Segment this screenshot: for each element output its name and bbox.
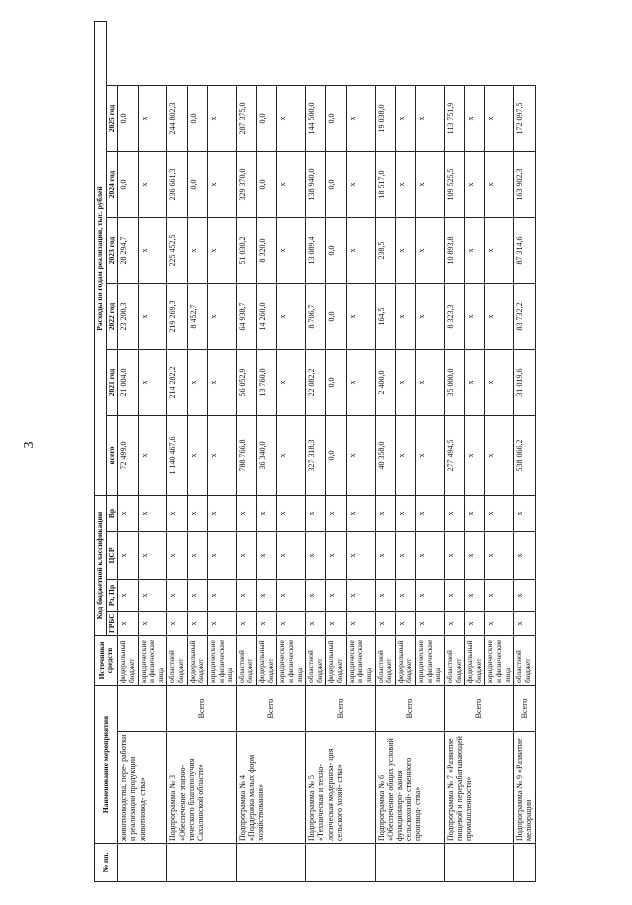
cell-2024: 138 940,0	[306, 151, 326, 217]
cell-grbs: х	[346, 611, 375, 635]
funding-source: областной бюджет	[167, 635, 187, 685]
cell-2025: 144 500,0	[306, 85, 326, 151]
cell-csr: х	[375, 531, 395, 579]
table-row	[514, 21, 535, 881]
cell-2024: 163 902,3	[514, 151, 535, 217]
cell-vr: х	[375, 495, 395, 531]
cell-2024: 0,0	[326, 151, 346, 217]
funding-source: юридические и физические лица	[207, 635, 236, 685]
cell-2022: 0,0	[326, 283, 346, 349]
cell-total: х	[187, 415, 207, 495]
cell-2021: 56 052,9	[236, 349, 256, 415]
cell-2025: х	[465, 85, 485, 151]
cell-2024: 236 661,3	[167, 151, 187, 217]
cell-csr: х	[465, 531, 485, 579]
header-sources: Источники средств	[95, 635, 118, 685]
cell-total: х	[207, 415, 236, 495]
cell-2023: х	[485, 217, 514, 283]
funding-source: федеральный бюджет	[326, 635, 346, 685]
cell-total: 327 318,3	[306, 415, 326, 495]
cell-2022: 8 452,7	[187, 283, 207, 349]
cell-csr: х	[346, 531, 375, 579]
cell-csr: х	[138, 531, 167, 579]
cell-2021: х	[138, 349, 167, 415]
cell-2023: х	[207, 217, 236, 283]
cell-2022: 8 706,7	[306, 283, 326, 349]
cell-vr: х	[485, 495, 514, 531]
cell-2023: х	[277, 217, 306, 283]
table-row	[167, 21, 187, 881]
row-number	[167, 844, 236, 882]
cell-grbs: х	[257, 611, 277, 635]
total-label: Всего	[236, 685, 305, 731]
cell-2021: х	[395, 349, 415, 415]
cell-2023: 13 089,4	[306, 217, 326, 283]
cell-total: х	[346, 415, 375, 495]
cell-total: 538 066,2	[514, 415, 535, 495]
cell-rzpr: х	[465, 579, 485, 611]
measure-name: Подпрограмма № 3 «Обеспечение эпизоо- тического благополучия Сахалинской области»	[167, 732, 236, 844]
cell-grbs: х	[236, 611, 256, 635]
cell-2021: х	[346, 349, 375, 415]
funding-source: областной бюджет	[236, 635, 256, 685]
cell-rzpr: х	[277, 579, 306, 611]
funding-source: областной бюджет	[514, 635, 535, 685]
cell-2021: х	[485, 349, 514, 415]
measure-name: Подпрограмма № 6 «Обеспечение общих условий функциониро- вания сельскохозяй- ственного производ- ства»	[375, 732, 444, 844]
cell-2023: х	[187, 217, 207, 283]
cell-2022: х	[485, 283, 514, 349]
header-csr: ЦСР	[106, 531, 118, 579]
cell-rzpr: х	[395, 579, 415, 611]
budget-table	[94, 21, 536, 882]
table-row	[118, 21, 138, 881]
cell-rzpr: х	[306, 579, 326, 611]
cell-total: х	[138, 415, 167, 495]
cell-total: х	[416, 415, 445, 495]
cell-2025: х	[485, 85, 514, 151]
header-2024: 2024 год	[106, 151, 118, 217]
cell-grbs: х	[416, 611, 445, 635]
cell-2021: 35 000,0	[444, 349, 464, 415]
cell-csr: х	[277, 531, 306, 579]
cell-csr: х	[257, 531, 277, 579]
header-2021: 2021 год	[106, 349, 118, 415]
total-label: Всего	[375, 685, 444, 731]
cell-grbs: х	[485, 611, 514, 635]
cell-2021: х	[465, 349, 485, 415]
cell-csr: х	[118, 531, 138, 579]
cell-vr: х	[167, 495, 187, 531]
cell-2021: х	[277, 349, 306, 415]
page-number: 3	[22, 441, 37, 449]
funding-source: федеральный бюджет	[465, 635, 485, 685]
cell-rzpr: х	[236, 579, 256, 611]
rotated-table-sheet	[94, 22, 632, 882]
cell-2025: х	[346, 85, 375, 151]
funding-source: юридические и физические лица	[138, 635, 167, 685]
cell-grbs: х	[465, 611, 485, 635]
cell-2023: 238,5	[375, 217, 395, 283]
cell-2025: 244 802,3	[167, 85, 187, 151]
cell-rzpr: х	[167, 579, 187, 611]
header-name: Наименование мероприятия	[95, 685, 118, 843]
cell-2022: 14 260,0	[257, 283, 277, 349]
cell-vr: х	[416, 495, 445, 531]
cell-2025: 113 751,9	[444, 85, 464, 151]
total-label: Всего	[444, 685, 513, 731]
cell-rzpr: х	[444, 579, 464, 611]
cell-total: 72 499,0	[118, 415, 138, 495]
cell-2023: х	[138, 217, 167, 283]
cell-rzpr: х	[207, 579, 236, 611]
cell-2025: х	[395, 85, 415, 151]
cell-total: 40 358,0	[375, 415, 395, 495]
cell-2025: 0,0	[326, 85, 346, 151]
cell-2021: х	[416, 349, 445, 415]
header-total: всего	[106, 415, 118, 495]
funding-source: федеральный бюджет	[187, 635, 207, 685]
cell-vr: х	[326, 495, 346, 531]
cell-rzpr: х	[326, 579, 346, 611]
cell-2022: 23 200,3	[118, 283, 138, 349]
cell-2023: 0,0	[326, 217, 346, 283]
cell-vr: х	[306, 495, 326, 531]
cell-csr: х	[485, 531, 514, 579]
cell-grbs: х	[306, 611, 326, 635]
table-body	[118, 21, 535, 881]
cell-2024: 0,0	[187, 151, 207, 217]
total-label	[118, 685, 167, 731]
measure-name: животноводства, пере- работки и реализации продукции животновод- ства»	[118, 732, 167, 844]
header-no: № пп.	[95, 844, 118, 882]
cell-2024: 0,0	[257, 151, 277, 217]
cell-2022: х	[277, 283, 306, 349]
cell-vr: х	[138, 495, 167, 531]
cell-2024: х	[277, 151, 306, 217]
cell-2022: х	[207, 283, 236, 349]
cell-2024: х	[395, 151, 415, 217]
cell-total: 277 494,5	[444, 415, 464, 495]
total-label: Всего	[306, 685, 375, 731]
cell-grbs: х	[138, 611, 167, 635]
header-2022: 2022 год	[106, 283, 118, 349]
cell-2022: 8 323,3	[444, 283, 464, 349]
cell-grbs: х	[277, 611, 306, 635]
table-row	[444, 21, 464, 881]
header-budget-code: Код бюджетной классификации	[95, 495, 107, 635]
cell-rzpr: х	[187, 579, 207, 611]
cell-vr: х	[187, 495, 207, 531]
cell-csr: х	[416, 531, 445, 579]
cell-2023: 28 294,7	[118, 217, 138, 283]
cell-2023: 8 320,0	[257, 217, 277, 283]
cell-2025: 172 097,5	[514, 85, 535, 151]
cell-vr: х	[395, 495, 415, 531]
cell-2023: 51 030,2	[236, 217, 256, 283]
table-row	[375, 21, 395, 881]
cell-2024: х	[465, 151, 485, 217]
funding-source: федеральный бюджет	[395, 635, 415, 685]
cell-2022: х	[416, 283, 445, 349]
cell-2023: 10 893,8	[444, 217, 464, 283]
table-row	[306, 21, 326, 881]
cell-2024: х	[416, 151, 445, 217]
cell-2022: 164,5	[375, 283, 395, 349]
cell-2021: 22 082,2	[306, 349, 326, 415]
header-rzpr: Рз, Пр	[106, 579, 118, 611]
cell-2025: х	[207, 85, 236, 151]
cell-2025: 19 038,0	[375, 85, 395, 151]
header-2025: 2025 год	[106, 85, 118, 151]
cell-rzpr: х	[514, 579, 535, 611]
cell-2021: 13 760,0	[257, 349, 277, 415]
cell-2024: х	[485, 151, 514, 217]
cell-grbs: х	[444, 611, 464, 635]
cell-2025: 0,0	[187, 85, 207, 151]
row-number	[375, 844, 444, 882]
cell-2023: х	[465, 217, 485, 283]
cell-csr: х	[207, 531, 236, 579]
cell-rzpr: х	[138, 579, 167, 611]
cell-grbs: х	[326, 611, 346, 635]
cell-total: 1 140 467,6	[167, 415, 187, 495]
cell-grbs: х	[207, 611, 236, 635]
cell-total: 36 340,0	[257, 415, 277, 495]
cell-vr: х	[277, 495, 306, 531]
funding-source: областной бюджет	[444, 635, 464, 685]
cell-total: х	[277, 415, 306, 495]
cell-2021: х	[187, 349, 207, 415]
cell-vr: х	[444, 495, 464, 531]
cell-rzpr: х	[485, 579, 514, 611]
cell-2021: 0,0	[326, 349, 346, 415]
table-row	[236, 21, 256, 881]
measure-name: Подпрограмма № 7 «Развитие пищевой и перерабатывающей промышленности»	[444, 732, 513, 844]
cell-grbs: х	[187, 611, 207, 635]
cell-2024: 0,0	[118, 151, 138, 217]
header-grbs: ГРБС	[106, 611, 118, 635]
cell-2024: 18 517,0	[375, 151, 395, 217]
cell-total: х	[465, 415, 485, 495]
funding-source: юридические и физические лица	[346, 635, 375, 685]
cell-2023: х	[416, 217, 445, 283]
cell-csr: х	[444, 531, 464, 579]
cell-2022: 219 269,3	[167, 283, 187, 349]
total-label: Всего	[167, 685, 236, 731]
cell-csr: х	[306, 531, 326, 579]
cell-csr: х	[187, 531, 207, 579]
cell-grbs: х	[375, 611, 395, 635]
cell-2024: х	[346, 151, 375, 217]
cell-grbs: х	[395, 611, 415, 635]
cell-2024: х	[138, 151, 167, 217]
cell-vr: х	[346, 495, 375, 531]
cell-2024: 109 525,5	[444, 151, 464, 217]
funding-source: областной бюджет	[375, 635, 395, 685]
cell-2025: х	[277, 85, 306, 151]
header-vr: Вр	[106, 495, 118, 531]
row-number	[514, 844, 535, 882]
row-number	[444, 844, 513, 882]
cell-2021: х	[207, 349, 236, 415]
header-2023: 2023 год	[106, 217, 118, 283]
cell-total: х	[485, 415, 514, 495]
cell-vr: х	[465, 495, 485, 531]
funding-source: юридические и физические лица	[485, 635, 514, 685]
funding-source: юридические и физические лица	[277, 635, 306, 685]
cell-vr: х	[236, 495, 256, 531]
cell-total: 788 766,8	[236, 415, 256, 495]
cell-grbs: х	[167, 611, 187, 635]
cell-2022: х	[346, 283, 375, 349]
cell-grbs: х	[514, 611, 535, 635]
measure-name: Подпрограмма № 4 «Поддержка малых форм хозяйствования»	[236, 732, 305, 844]
cell-2025: х	[416, 85, 445, 151]
measure-name: Подпрограмма № 9 «Развитие мелиорации	[514, 732, 535, 844]
cell-csr: х	[395, 531, 415, 579]
funding-source: областной бюджет	[306, 635, 326, 685]
cell-2022: х	[465, 283, 485, 349]
cell-vr: х	[514, 495, 535, 531]
cell-2022: 64 938,7	[236, 283, 256, 349]
cell-2025: 0,0	[118, 85, 138, 151]
funding-source: федеральный бюджет	[257, 635, 277, 685]
cell-2024: х	[207, 151, 236, 217]
cell-vr: х	[257, 495, 277, 531]
cell-2025: 287 375,0	[236, 85, 256, 151]
cell-2021: 21 004,0	[118, 349, 138, 415]
total-label: Всего	[514, 685, 535, 731]
cell-2021: 214 282,2	[167, 349, 187, 415]
cell-2022: х	[138, 283, 167, 349]
cell-rzpr: х	[346, 579, 375, 611]
cell-csr: х	[326, 531, 346, 579]
funding-source: федеральный бюджет	[118, 635, 138, 685]
cell-2023: х	[346, 217, 375, 283]
cell-csr: х	[236, 531, 256, 579]
cell-2023: 87 314,6	[514, 217, 535, 283]
row-number	[236, 844, 305, 882]
cell-rzpr: х	[118, 579, 138, 611]
cell-2023: х	[395, 217, 415, 283]
cell-2021: 2 400,0	[375, 349, 395, 415]
cell-grbs: х	[118, 611, 138, 635]
cell-2025: х	[138, 85, 167, 151]
row-number	[118, 844, 167, 882]
cell-2024: 329 370,0	[236, 151, 256, 217]
header-expenses: Расходы по годам реализации, тыс. рублей	[95, 21, 107, 495]
cell-rzpr: х	[375, 579, 395, 611]
cell-rzpr: х	[416, 579, 445, 611]
cell-rzpr: х	[257, 579, 277, 611]
cell-csr: х	[167, 531, 187, 579]
cell-2022: х	[395, 283, 415, 349]
measure-name: Подпрограмма № 5 «Техническая и техно- логическая модерниза- ция сельского хозяй- ства»	[306, 732, 375, 844]
cell-vr: х	[207, 495, 236, 531]
cell-2022: 83 732,2	[514, 283, 535, 349]
funding-source: юридические и физические лица	[416, 635, 445, 685]
cell-2025: 0,0	[257, 85, 277, 151]
cell-total: х	[395, 415, 415, 495]
row-number	[306, 844, 375, 882]
cell-2023: 225 452,5	[167, 217, 187, 283]
cell-csr: х	[514, 531, 535, 579]
cell-total: 0,0	[326, 415, 346, 495]
cell-vr: х	[118, 495, 138, 531]
cell-2021: 31 019,6	[514, 349, 535, 415]
